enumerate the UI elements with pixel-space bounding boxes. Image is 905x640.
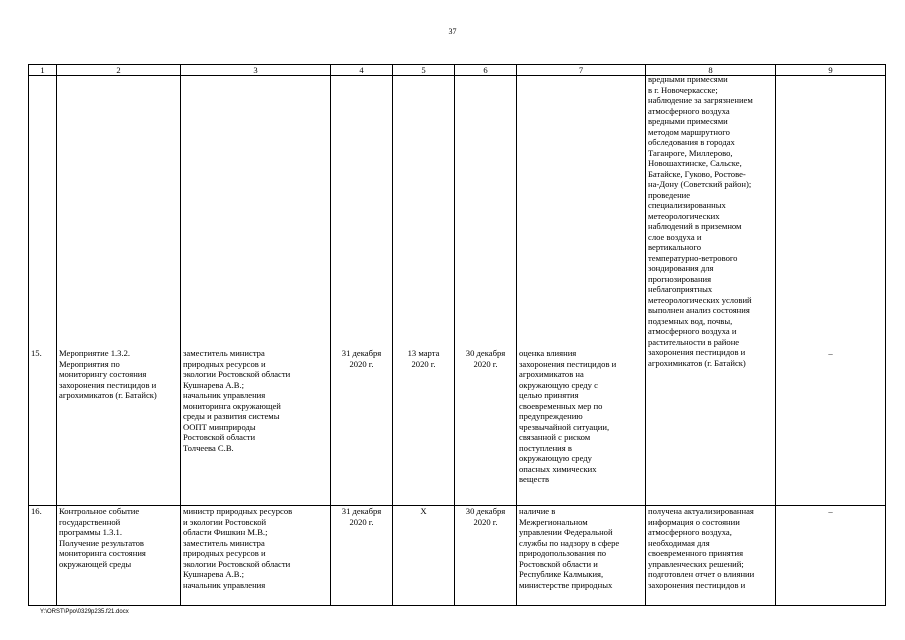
column-number-3: 3 bbox=[181, 65, 331, 76]
expected-result: оценка влияния захоронения пестицидов и агрохимикатов на окружающую среду с целью принятия своевременных мер по предупреждению чрезвычайной ситуации, связанной с риском поступления в окружающую среду опасных химических веществ bbox=[517, 76, 646, 506]
event-name: Контрольное событие государственной программы 1.3.1. Получение результатов мониторинга состояния окружающей среды bbox=[57, 506, 181, 606]
page-number: 37 bbox=[448, 27, 457, 36]
column-number-5: 5 bbox=[393, 65, 455, 76]
column-number-8: 8 bbox=[646, 65, 776, 76]
actual-result-continued: вредными примесями в г. Новочеркасске; наблюдение за загрязнением атмосферного воздуха вредными примесями методом маршрутного обследования в городах Таганроге, Миллерово, Новошахтинске, Сальске, Батайске, Гуково, Ростове- на-Дону (Советский район); проведение специализированных метеорологических наблюдений в приземном слое воздуха и вертикального температурно-ветрового зондирования для прогнозирования неблагоприятных метеорологических условий bbox=[648, 75, 753, 305]
actual-date: Х bbox=[393, 506, 455, 606]
column-number-4: 4 bbox=[331, 65, 393, 76]
note: – bbox=[776, 76, 886, 506]
end-date: 30 декабря 2020 г. bbox=[455, 76, 517, 506]
column-number-6: 6 bbox=[455, 65, 517, 76]
header-row bbox=[29, 65, 886, 76]
actual-result: получена актуализированная информация о состоянии атмосферного воздуха, необходимая для своевременного принятия управленческих решений; подготовлен отчет о влиянии захоронения пестицидов и bbox=[646, 506, 776, 606]
column-number-2: 2 bbox=[57, 65, 181, 76]
column-number-7: 7 bbox=[517, 65, 646, 76]
planned-date: 31 декабря 2020 г. bbox=[331, 506, 393, 606]
report-table bbox=[28, 64, 886, 606]
row-number: 15. bbox=[29, 76, 57, 506]
expected-result: наличие в Межрегиональном управлении Федеральной службы по надзору в сфере природопользования по Ростовской области и Республике Калмыкия, министерстве природных bbox=[517, 506, 646, 606]
column-number-1: 1 bbox=[29, 65, 57, 76]
table-row-16 bbox=[29, 506, 886, 606]
actual-date: 13 марта 2020 г. bbox=[393, 76, 455, 506]
end-date: 30 декабря 2020 г. bbox=[455, 506, 517, 606]
note: – bbox=[776, 506, 886, 606]
actual-result: выполнен анализ состояния подземных вод, почвы, атмосферного воздуха и растительности в районе захоронения пестицидов и агрохимикатов (г. Батайск) bbox=[648, 305, 750, 368]
file-path-footer: Y:\ORST\Ppo\0329p235.f21.docx bbox=[40, 609, 129, 615]
event-name: Мероприятие 1.3.2. Мероприятия по мониторингу состояния захоронения пестицидов и агрохимикатов (г. Батайск) bbox=[57, 76, 181, 506]
responsible-person: заместитель министра природных ресурсов и экологии Ростовской области Кушнарева А.В.; начальник управления мониторинга окружающей среды и развития системы ООПТ минприроды Ростовской области Толчеева С.В. bbox=[181, 76, 331, 506]
planned-date: 31 декабря 2020 г. bbox=[331, 76, 393, 506]
actual-result-cell bbox=[646, 76, 776, 506]
table-row-15 bbox=[29, 76, 886, 506]
row-number: 16. bbox=[29, 506, 57, 606]
responsible-person: министр природных ресурсов и экологии Ростовской области Фишкин М.В.; заместитель министра природных ресурсов и экологии Ростовской области Кушнарева А.В.; начальник управления bbox=[181, 506, 331, 606]
column-number-9: 9 bbox=[776, 65, 886, 76]
